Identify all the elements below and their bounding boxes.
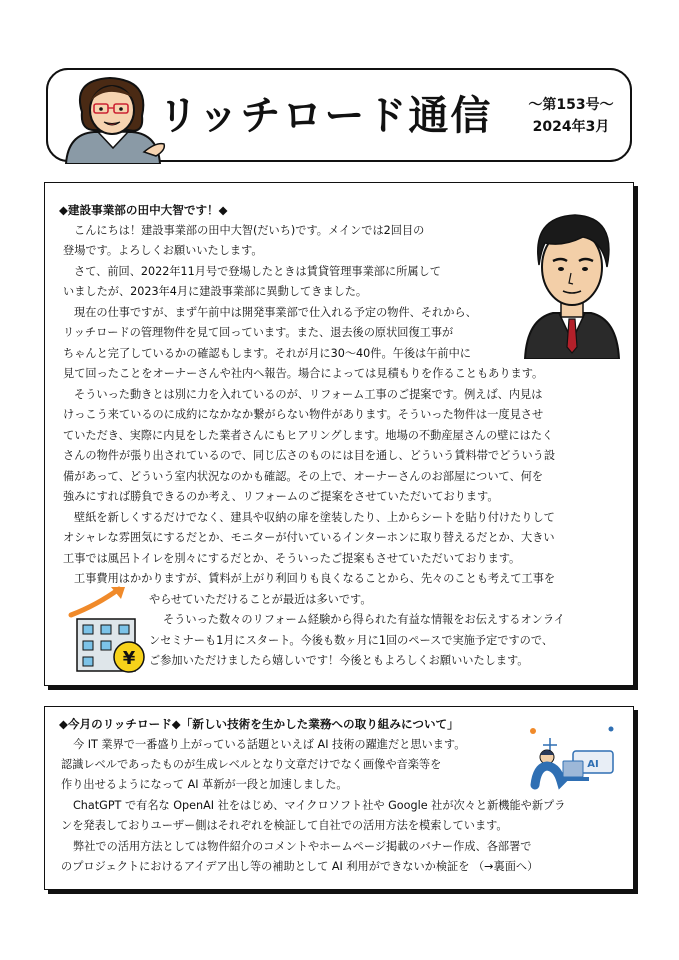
section1-line: いましたが、2023年4月に建設事業部に異動してきました。 <box>63 285 368 298</box>
section2-line: 認識レベルであったものが生成レベルとなり文章だけでなく画像や音楽等を <box>61 758 442 771</box>
section2-heading: ◆今月のリッチロード◆「新しい技術を生かした業務への取り組みについて」 <box>59 717 459 731</box>
newsletter-title: リッチロード通信 <box>158 93 493 139</box>
issue-number: ～第153号～ <box>528 97 614 113</box>
section1-line: そういった動きとは別に力を入れているのが、リフォーム工事のご提案です。例えば、内見は <box>74 388 543 401</box>
svg-text:¥: ¥ <box>122 648 136 669</box>
section2-line: ChatGPT で有名な OpenAI 社をはじめ、マイクロソフト社や Google 社が次々と新機能や新プラ <box>73 799 566 812</box>
section2-line: 弊社での活用方法としては物件紹介のコメントやホームページ掲載のバナー作成、各部署で <box>73 840 532 853</box>
section1-line: けっこう来ているのに成約になかなか繋がらない物件があります。そういった物件は一度見させ <box>63 408 544 421</box>
ai-technology-illustration <box>523 721 619 791</box>
section2-line: 今 IT 業界で一番盛り上がっている話題といえば AI 技術の躍進だと思います。 <box>73 738 466 751</box>
section2-line: 作り出せるようになって AI 革新が一段と加速しました。 <box>61 778 348 791</box>
section1-line: ご参加いただけましたら嬉しいです！今後ともよろしくお願いいたします。 <box>149 654 529 667</box>
section1-line: ちゃんと完了しているかの確認もします。それが月に30～40件。午後は午前中に <box>63 347 471 360</box>
section1-line: リッチロードの管理物件を見て回っています。また、退去後の原状回復工事が <box>63 326 454 339</box>
section1-heading: ◆建設事業部の田中大智です！◆ <box>59 203 228 217</box>
section1-line: 工事費用はかかりますが、賃料が上がり利回りも良くなることから、先々のことも考えて工事を <box>74 572 556 585</box>
section2-line: ンを発表しておりユーザー側はそれぞれを検証して自社での活用方法を模索しています。 <box>61 819 508 832</box>
issue-date: 2024年3月 <box>532 119 610 135</box>
section1-line: 見て回ったことをオーナーさんや社内へ報告。場合によっては見積もりを作ることもあります。 <box>63 367 544 380</box>
building-yen-illustration <box>67 585 151 675</box>
section1-line: そういった数々のリフォーム経験から得られた有益な情報をお伝えするオンライ <box>163 613 565 626</box>
section1-line: オシャレな雰囲気にするだとか、モニターが付いているインターホンに取り替えるだとか、大きい <box>63 531 555 544</box>
section1-line: 工事では風呂トイレを別々にするだとか、そういったご提案もさせていただいております。 <box>63 552 521 565</box>
section1-line: こんにちは！建設事業部の田中大智(だいち)です。メインでは2回目の <box>74 224 425 237</box>
ai-label: AI <box>587 759 599 770</box>
monthly-topic-section <box>44 706 634 890</box>
section1-line: さんの物件が張り出されているので、同じ広さのものには目を通し、どういう賃料帯でどういう設 <box>63 449 556 462</box>
woman-avatar-illustration <box>58 72 168 164</box>
section1-line: 備があって、どういう室内状況なのかも確認。その上で、オーナーさんのお部屋について、何を <box>63 470 544 483</box>
section1-line: 強みにすれば勝負できるのか考え、リフォームのご提案をさせていただいております。 <box>63 490 499 503</box>
staff-introduction-section <box>44 182 634 686</box>
section1-line: さて、前回、2022年11月号で登場したときは賃貸管理事業部に所属して <box>74 265 441 278</box>
staff-portrait-illustration <box>523 207 621 359</box>
section1-line: ンセミナーも1月にスタート。今後も数ヶ月に1回のペースで実施予定ですので、 <box>149 634 554 647</box>
section1-line: 現在の仕事ですが、まず午前中は開発事業部で仕入れる予定の物件、それから、 <box>74 306 477 319</box>
section1-line: 壁紙を新しくするだけでなく、建具や収納の扉を塗装したり、上からシートを貼り付けたりして <box>74 511 555 524</box>
section1-line: ていただき、実際に内見をした業者さんにもヒアリングします。地場の不動産屋さんの壁にはたく <box>63 429 554 442</box>
section2-line: のプロジェクトにおけるアイデア出し等の補助として AI 利用ができないか検証を （→裏面へ） <box>61 860 539 873</box>
section1-line: 登場です。よろしくお願いいたします。 <box>63 244 263 257</box>
section1-line: やらせていただけることが最近は多いです。 <box>149 593 372 606</box>
